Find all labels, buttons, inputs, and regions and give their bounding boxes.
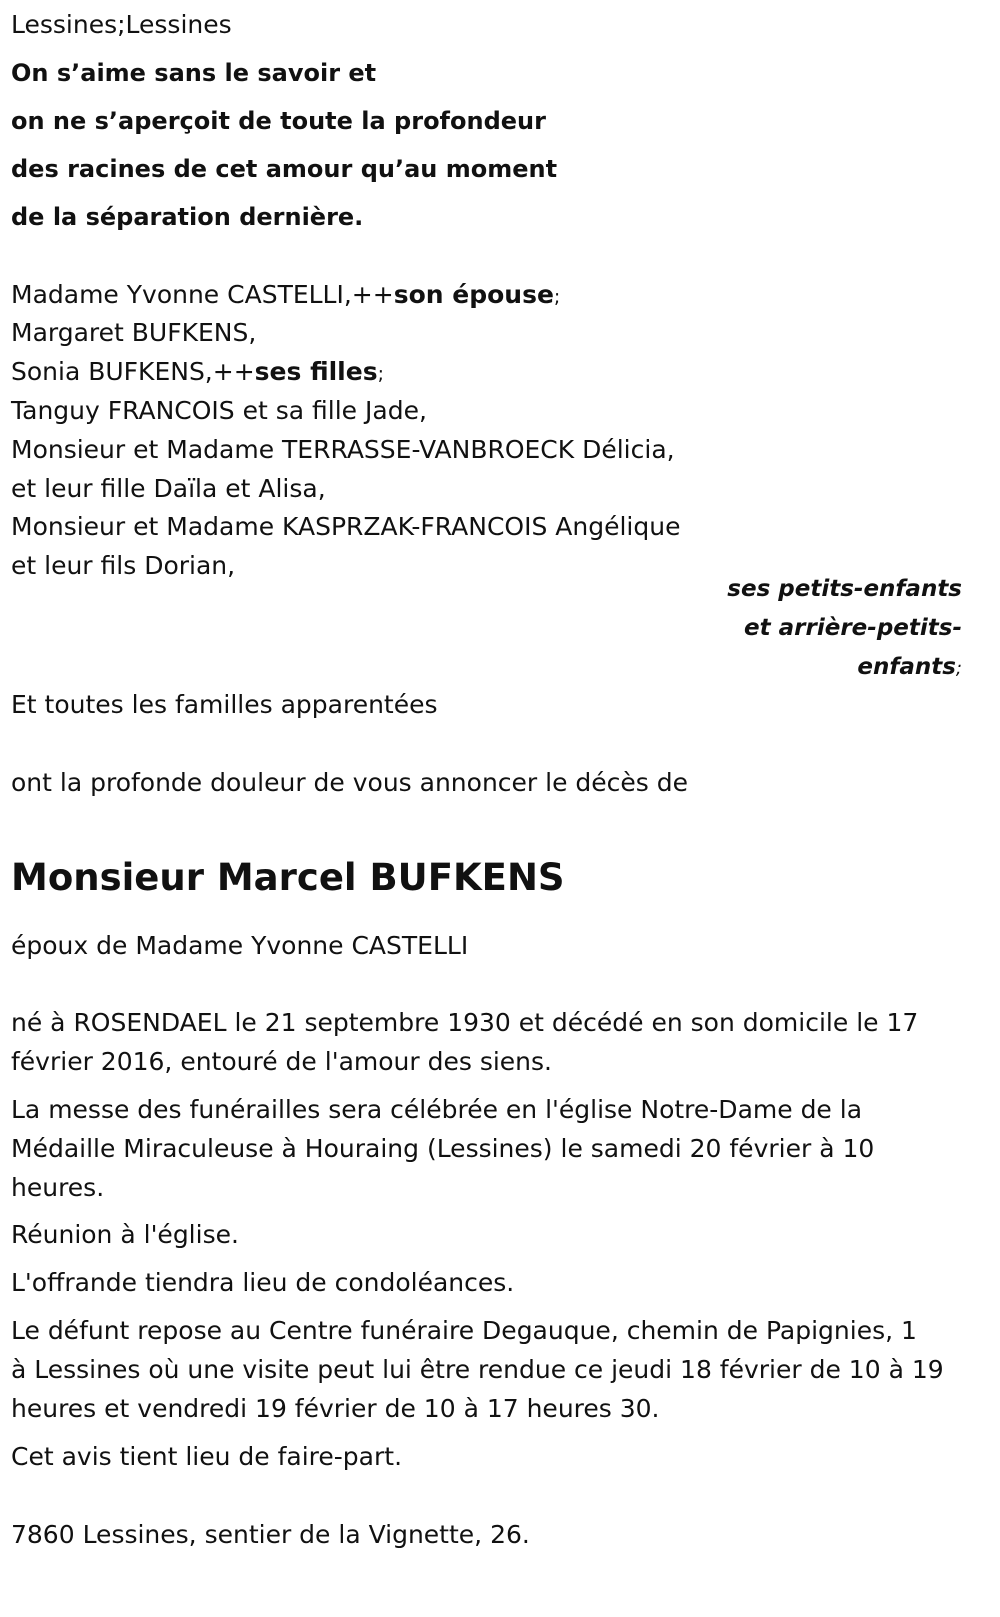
grandchild-line-3: et leur fille Daïla et Alisa, <box>11 474 326 503</box>
announcement-line: ont la profonde douleur de vous annoncer le décès de <box>11 768 689 797</box>
grandchild-line-2: Monsieur et Madame TERRASSE-VANBROECK Délicia, <box>11 435 675 464</box>
separator: ; <box>553 286 561 308</box>
families-line: Et toutes les familles apparentées <box>11 690 438 719</box>
separator: ; <box>955 658 962 679</box>
location-header: Lessines;Lessines <box>11 10 232 39</box>
address-line: 7860 Lessines, sentier de la Vignette, 26. <box>11 1520 530 1549</box>
deceased-name: Monsieur Marcel BUFKENS <box>11 856 565 899</box>
daughter-2: Sonia BUFKENS,++ <box>11 357 255 386</box>
mass-line-2: Médaille Miraculeuse à Houraing (Lessines) le samedi 20 février à 10 <box>11 1134 875 1163</box>
separator: ; <box>377 363 384 385</box>
grandchildren-role-2: et arrière-petits- <box>744 615 962 641</box>
family-spouse-line <box>11 280 560 312</box>
rest-line-3: heures et vendredi 19 février de 10 à 17 heures 30. <box>11 1394 660 1423</box>
quote-line-3: des racines de cet amour qu’au moment <box>11 155 558 183</box>
rest-line-1: Le défunt repose au Centre funéraire Degauque, chemin de Papignies, 1 <box>11 1316 917 1345</box>
quote-line-4: de la séparation dernière. <box>11 203 364 231</box>
quote-line-2: on ne s’aperçoit de toute la profondeur <box>11 107 546 135</box>
mass-line-1: La messe des funérailles sera célébrée en l'église Notre-Dame de la <box>11 1095 863 1124</box>
grandchild-line-5: et leur fils Dorian, <box>11 551 236 580</box>
daughters-role: ses filles <box>254 357 378 386</box>
grandchildren-role-word: enfants <box>857 654 956 680</box>
mass-line-3: heures. <box>11 1173 105 1202</box>
family-daughters-line <box>11 357 384 389</box>
offering-line: L'offrande tiendra lieu de condoléances. <box>11 1268 515 1297</box>
birth-death-line-2: février 2016, entouré de l'amour des siens. <box>11 1047 552 1076</box>
quote-line-1: On s’aime sans le savoir et <box>11 59 377 87</box>
notice-line: Cet avis tient lieu de faire-part. <box>11 1442 403 1471</box>
grandchildren-role-1: ses petits-enfants <box>727 576 962 602</box>
meeting-line: Réunion à l'église. <box>11 1220 239 1249</box>
deceased-spouse-line: époux de Madame Yvonne CASTELLI <box>11 931 469 960</box>
grandchildren-role-3 <box>857 652 962 684</box>
rest-line-2: à Lessines où une visite peut lui être rendue ce jeudi 18 février de 10 à 19 <box>11 1355 944 1384</box>
spouse-role: son épouse <box>393 280 554 309</box>
grandchild-line-1: Tanguy FRANCOIS et sa fille Jade, <box>11 396 427 425</box>
daughter-1: Margaret BUFKENS, <box>11 318 257 347</box>
grandchild-line-4: Monsieur et Madame KASPRZAK-FRANCOIS Angélique <box>11 512 681 541</box>
birth-death-line-1: né à ROSENDAEL le 21 septembre 1930 et décédé en son domicile le 17 <box>11 1008 919 1037</box>
spouse-name: Madame Yvonne CASTELLI,++ <box>11 280 394 309</box>
